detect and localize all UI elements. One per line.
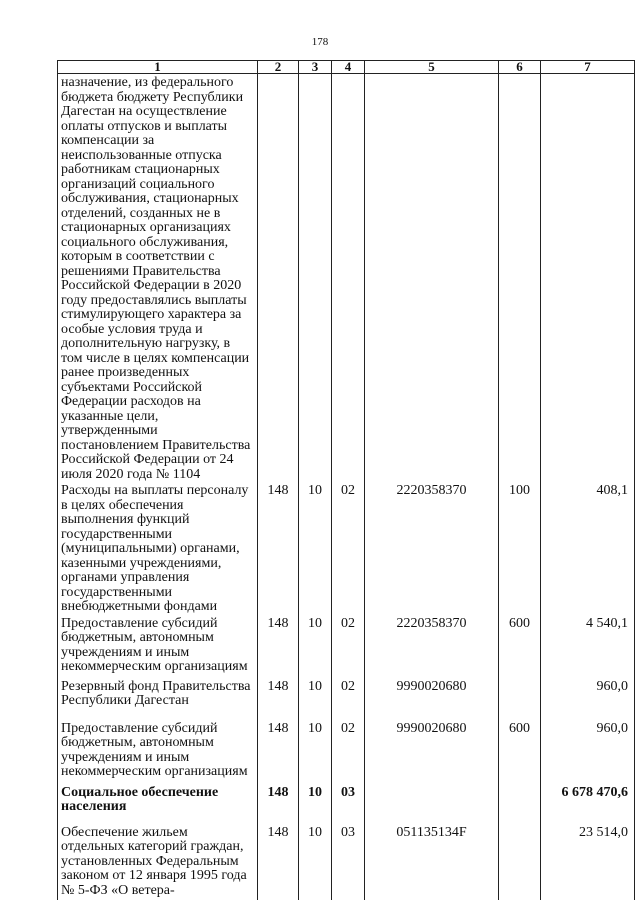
- row-name: назначение, из федерального бюджета бюджету Республики Дагестан на осуществление оплаты отпусков и выплаты компенсации за неиспользованные отпуска работникам стационарных организаций социального обслуживания, стационарных отделений, созданных не в стационарных организациях социального обслуживания, которым в соответствии с решениями Правительства Российской Федерации в 2020 году предоставлялись выплаты стимулирующего характера за особые условия труда и дополнительную нагрузку, в том числе в целях компенсации ранее произведенных субъектами Российской Федерации расходов на указанные цели, утвержденными постановлением Правительства Российской Федерации от 24 июля 2020 года № 1104: [58, 74, 258, 483]
- header-col-6: 6: [499, 61, 541, 74]
- row-col-7: 960,0: [541, 678, 635, 720]
- row-col-2: 148: [258, 824, 299, 900]
- table-row: [58, 482, 635, 615]
- row-col-6: 600: [499, 720, 541, 784]
- row-col-2: 148: [258, 784, 299, 824]
- header-row: [58, 61, 635, 74]
- table-row: [58, 74, 635, 483]
- row-name: Предоставление субсидий бюджетным, автономным учреждениям и иным некоммерческим организациям: [58, 615, 258, 678]
- table-row: [58, 615, 635, 678]
- row-col-5: [365, 74, 499, 483]
- row-col-4: [332, 74, 365, 483]
- row-col-5: 051135134F: [365, 824, 499, 900]
- row-col-7: [541, 74, 635, 483]
- row-col-4: 03: [332, 784, 365, 824]
- row-col-2: 148: [258, 720, 299, 784]
- row-col-4: 02: [332, 482, 365, 615]
- header-col-7: 7: [541, 61, 635, 74]
- row-col-4: 02: [332, 720, 365, 784]
- row-name: Резервный фонд Правительства Республики Дагестан: [58, 678, 258, 720]
- row-col-3: 10: [299, 784, 332, 824]
- row-col-3: 10: [299, 824, 332, 900]
- row-col-2: [258, 74, 299, 483]
- row-col-2: 148: [258, 678, 299, 720]
- row-name: Предоставление субсидий бюджетным, автономным учреждениям и иным некоммерческим организациям: [58, 720, 258, 784]
- row-name: Обеспечение жильем отдельных категорий граждан, установленных Федеральным законом от 12 января 1995 года № 5-ФЗ «О ветера-: [58, 824, 258, 900]
- row-col-7: 4 540,1: [541, 615, 635, 678]
- row-col-6: 100: [499, 482, 541, 615]
- table-row: [58, 784, 635, 824]
- row-col-4: 02: [332, 615, 365, 678]
- row-col-3: [299, 74, 332, 483]
- row-name: Социальное обеспечение населения: [58, 784, 258, 824]
- row-col-3: 10: [299, 678, 332, 720]
- row-name: Расходы на выплаты персоналу в целях обеспечения выполнения функций государственными (муниципальными) органами, казенными учреждениями, органами управления государственными внебюджетными фондами: [58, 482, 258, 615]
- row-col-5: [365, 784, 499, 824]
- row-col-5: 2220358370: [365, 615, 499, 678]
- row-col-6: [499, 824, 541, 900]
- header-col-5: 5: [365, 61, 499, 74]
- row-col-7: 23 514,0: [541, 824, 635, 900]
- row-col-7: 6 678 470,6: [541, 784, 635, 824]
- row-col-6: [499, 74, 541, 483]
- row-col-4: 03: [332, 824, 365, 900]
- row-col-5: 9990020680: [365, 720, 499, 784]
- row-col-7: 408,1: [541, 482, 635, 615]
- budget-table: [57, 60, 635, 900]
- table-row: [58, 678, 635, 720]
- row-col-3: 10: [299, 720, 332, 784]
- header-col-4: 4: [332, 61, 365, 74]
- row-col-3: 10: [299, 615, 332, 678]
- row-col-6: 600: [499, 615, 541, 678]
- page-number: 178: [311, 36, 329, 48]
- row-col-3: 10: [299, 482, 332, 615]
- header-col-3: 3: [299, 61, 332, 74]
- table-row: [58, 824, 635, 900]
- row-col-5: 9990020680: [365, 678, 499, 720]
- row-col-6: [499, 678, 541, 720]
- row-col-2: 148: [258, 482, 299, 615]
- row-col-7: 960,0: [541, 720, 635, 784]
- row-col-4: 02: [332, 678, 365, 720]
- table-body: [58, 74, 635, 900]
- row-col-2: 148: [258, 615, 299, 678]
- table-row: [58, 720, 635, 784]
- header-col-2: 2: [258, 61, 299, 74]
- row-col-6: [499, 784, 541, 824]
- header-col-1: 1: [58, 61, 258, 74]
- row-col-5: 2220358370: [365, 482, 499, 615]
